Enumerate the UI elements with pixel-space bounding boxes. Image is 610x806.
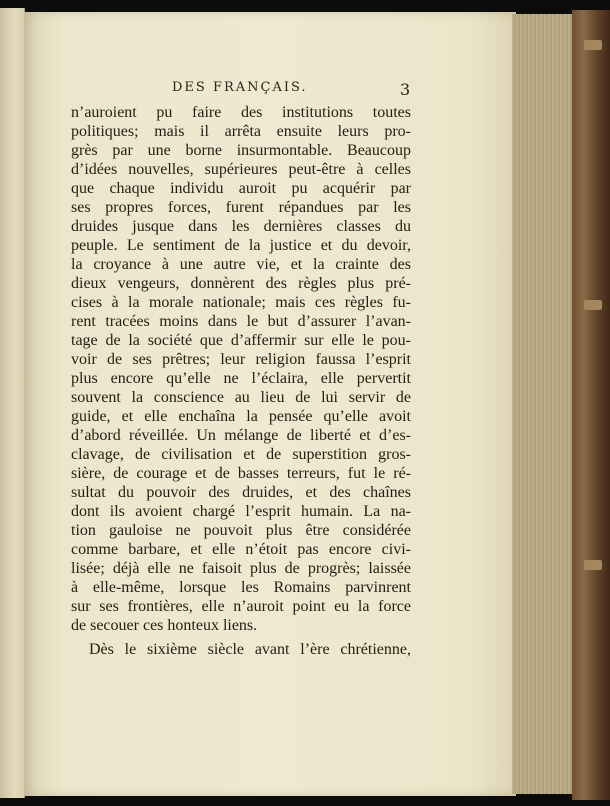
text-line: politiques; mais il arrêta ensuite leurs pro- xyxy=(71,123,411,140)
text-line: druides jusque dans les dernières classes du xyxy=(71,218,411,235)
text-line: tion gauloise ne pouvoit plus être considérée xyxy=(71,522,411,539)
text-line: comme barbare, et elle n’étoit pas encore civi- xyxy=(71,541,411,558)
page-edges xyxy=(512,14,576,794)
text-line: dieux vengeurs, donnèrent des règles plus pré- xyxy=(71,275,411,292)
text-line: ses propres forces, furent répandues par les xyxy=(71,199,411,216)
text-line: tage de la société que d’affermir sur elle le pou- xyxy=(71,332,411,349)
text-line: voir de ses prêtres; leur religion faussa l’esprit xyxy=(71,351,411,368)
text-line: clavage, de civilisation et de superstition gros- xyxy=(71,446,411,463)
book-spine xyxy=(572,10,610,800)
text-line: sur ses frontières, elle n’auroit point eu la force xyxy=(71,598,411,615)
running-head: DES FRANÇAIS. xyxy=(172,80,308,95)
text-line: guide, et elle enchaîna la pensée qu’elle avoit xyxy=(71,408,411,425)
text-line: de secouer ces honteux liens. xyxy=(71,617,258,634)
text-line: souvent la conscience au lieu de lui servir de xyxy=(71,389,411,406)
text-line: sultat du pouvoir des druides, et des chaînes xyxy=(71,484,411,501)
text-line: la croyance à une autre vie, et la crainte des xyxy=(71,256,411,273)
text-line: lisée; déjà elle ne faisoit plus de progrès; laissée xyxy=(71,560,411,577)
text-line: sière, de courage et de basses terreurs, fut le ré- xyxy=(71,465,411,482)
text-line: à elle-même, lorsque les Romains parvinrent xyxy=(71,579,411,596)
text-line: Dès le sixième siècle avant l’ère chrétienne, xyxy=(89,641,411,658)
text-line: d’abord réveillée. Un mélange de liberté et d’es- xyxy=(71,427,411,444)
text-line: plus encore qu’elle ne l’éclaira, elle pervertit xyxy=(71,370,411,387)
spine-band xyxy=(584,40,602,50)
spine-band xyxy=(584,300,602,310)
text-line: dont ils avoient chargé l’esprit humain. La na- xyxy=(71,503,411,520)
text-line: cises à la morale nationale; mais ces règles fu- xyxy=(71,294,411,311)
left-page-edge xyxy=(0,8,25,798)
page-number: 3 xyxy=(400,80,411,99)
text-line: peuple. Le sentiment de la justice et du devoir, xyxy=(71,237,411,254)
paragraph xyxy=(71,640,411,659)
text-line: que chaque individu auroit pu acquérir par xyxy=(71,180,411,197)
text-line: n’auroient pu faire des institutions toutes xyxy=(71,104,411,121)
spine-band xyxy=(584,560,602,570)
body-text xyxy=(71,103,411,659)
paragraph xyxy=(71,103,411,635)
text-line: rent tracées moins dans le but d’assurer l’avan- xyxy=(71,313,411,330)
text-line: grès par une borne insurmontable. Beaucoup xyxy=(71,142,411,159)
text-line: d’idées nouvelles, supérieures peut-être à celles xyxy=(71,161,411,178)
